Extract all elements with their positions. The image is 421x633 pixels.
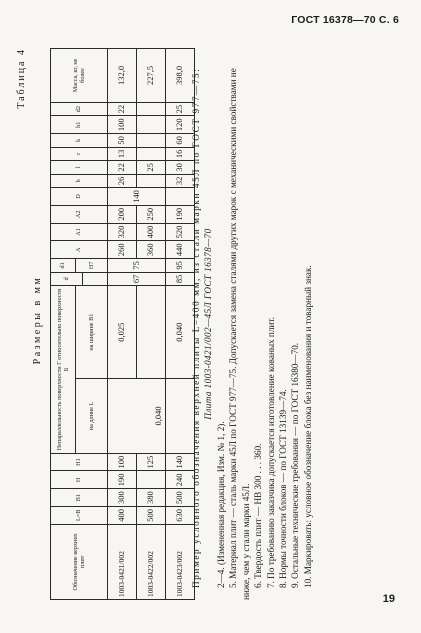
cell-h1b xyxy=(137,116,166,134)
cell-b: 32 xyxy=(166,174,195,188)
cell-h: 240 xyxy=(166,471,195,489)
cell-on-length: 0,040 xyxy=(108,379,166,454)
dimensions-table xyxy=(50,48,195,600)
rotated-content xyxy=(12,40,392,600)
cell-l: 25 xyxy=(137,161,166,175)
col-a1: A1 xyxy=(51,223,108,241)
notes-block xyxy=(190,48,314,600)
col-r: r xyxy=(51,147,108,161)
col-d1: d1 xyxy=(51,259,76,273)
cell-a2: 190 xyxy=(166,205,195,223)
cell-designation: 1003-0422/002 xyxy=(137,524,166,599)
cell-b: 26 xyxy=(108,174,137,188)
col-d-spacer xyxy=(83,272,108,286)
cell-mass: 132,0 xyxy=(108,49,137,103)
cell-b1: 500 xyxy=(166,489,195,507)
cell-a: 260 xyxy=(108,241,137,259)
table-caption: Таблица 4 xyxy=(16,48,27,109)
designation-example: Пример условного обозначения верхней плиты L=400 мм, из стали марки 45Л по ГОСТ 977—75: xyxy=(191,67,201,588)
cell-k: 50 xyxy=(108,134,137,148)
cell-b1: 300 xyxy=(108,489,137,507)
example-designation: Плита 1003-0421/002—45Л ГОСТ 16378—70 xyxy=(203,228,214,420)
cell-h1b: 100 xyxy=(108,116,137,134)
note-item: 8. Нормы точности блоков — по ГОСТ 13139—74. xyxy=(277,389,288,588)
col-nonparallel: Непараллельность поверхности Г относительно поверхности Б xyxy=(51,286,76,454)
col-on-length: на длине L xyxy=(76,379,108,454)
cell-a1: 400 xyxy=(137,223,166,241)
table-title: Размеры в мм xyxy=(32,275,43,365)
cell-on-width xyxy=(137,286,166,379)
col-d: d xyxy=(51,272,83,286)
page-header: ГОСТ 16378—70 С. 6 xyxy=(291,14,399,26)
col-l: l xyxy=(51,161,108,175)
col-dd: D xyxy=(51,188,108,206)
cell-h1: 100 xyxy=(108,453,137,471)
col-h1: H1 xyxy=(51,453,108,471)
col-on-width: на ширине B1 xyxy=(76,286,108,379)
cell-l: 22 xyxy=(108,161,137,175)
table-row xyxy=(137,49,166,600)
cell-a: 360 xyxy=(137,241,166,259)
cell-lb: 500 xyxy=(137,506,166,524)
cell-a2: 200 xyxy=(108,205,137,223)
col-h: H xyxy=(51,471,108,489)
cell-r: 16 xyxy=(166,147,195,161)
cell-on-width: 0,025 xyxy=(108,286,137,379)
col-h1b: h1 xyxy=(51,116,108,134)
cell-mass: 398,0 xyxy=(166,49,195,103)
col-designation: Обозначение верхних плит xyxy=(51,524,108,599)
cell-a1: 520 xyxy=(166,223,195,241)
cell-lb: 630 xyxy=(166,506,195,524)
col-h7: H7 xyxy=(76,259,108,273)
cell-h1b: 120 xyxy=(166,116,195,134)
cell-d2 xyxy=(137,102,166,116)
cell-r: 13 xyxy=(108,147,137,161)
col-lb: L=B xyxy=(51,506,108,524)
cell-d: 67 xyxy=(108,272,166,286)
note-item: 7. По требованию заказчика допускается изготовление кованых плит. xyxy=(265,317,276,588)
table-row xyxy=(108,49,137,600)
note-item: 5. Материал плит — сталь марки 45Л по ГОСТ 977—75. Допускается замена сталями других марок с механическими свойствами не ниже, чем у стали марки 45Л. xyxy=(228,68,251,600)
cell-designation: 1003-0421/002 xyxy=(108,524,137,599)
col-a: A xyxy=(51,241,108,259)
page-number: 19 xyxy=(382,593,395,605)
note-item: 2—4. (Измененная редакция, Изм. № 1, 2). xyxy=(215,421,226,588)
cell-h xyxy=(137,471,166,489)
cell-d1: 95 xyxy=(166,259,195,273)
cell-lb: 400 xyxy=(108,506,137,524)
cell-h1: 125 xyxy=(137,453,166,471)
col-mass: Масса, кг, не более xyxy=(51,49,108,103)
cell-designation: 1003-0423/002 xyxy=(166,524,195,599)
cell-a2: 250 xyxy=(137,205,166,223)
note-item: 10. Маркировать: условное обозначение блока без наименования и товарный знак. xyxy=(302,265,313,588)
cell-l: 30 xyxy=(166,161,195,175)
col-d2: d2 xyxy=(51,102,108,116)
cell-k: 60 xyxy=(166,134,195,148)
cell-h: 190 xyxy=(108,471,137,489)
note-item: 9. Остальные технические требования — по ГОСТ 16380—70. xyxy=(290,342,301,588)
cell-k xyxy=(137,134,166,148)
col-a2: A2 xyxy=(51,205,108,223)
note-item: 6. Твердость плит — НВ 300 . . . 360. xyxy=(253,443,264,588)
cell-a1: 320 xyxy=(108,223,137,241)
cell-b1: 380 xyxy=(137,489,166,507)
col-k: k xyxy=(51,134,108,148)
col-b: b xyxy=(51,174,108,188)
col-b1: B1 xyxy=(51,489,108,507)
cell-r xyxy=(137,147,166,161)
cell-on-width: 0,040 xyxy=(166,286,195,379)
cell-d: 85 xyxy=(166,272,195,286)
cell-mass: 227,5 xyxy=(137,49,166,103)
cell-d1: 75 xyxy=(108,259,166,273)
cell-dd: 140 xyxy=(108,188,166,206)
cell-a: 440 xyxy=(166,241,195,259)
cell-d2: 22 xyxy=(108,102,137,116)
cell-d2: 25 xyxy=(166,102,195,116)
cell-h1: 140 xyxy=(166,453,195,471)
cell-b xyxy=(137,174,166,188)
